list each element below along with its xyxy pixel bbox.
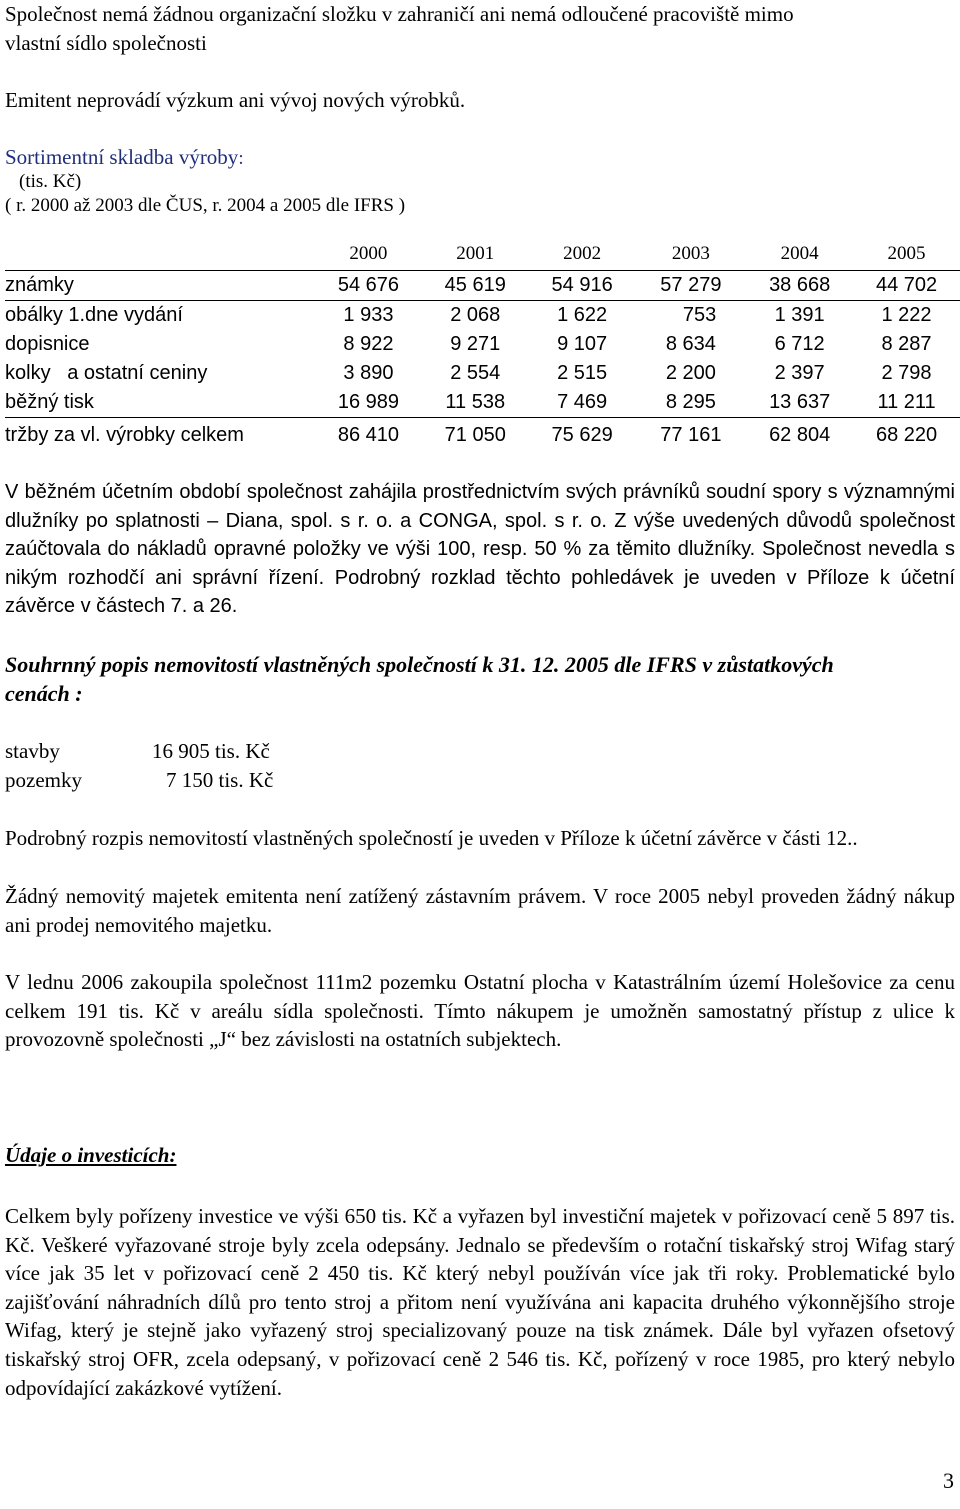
- row-value: 54 676: [315, 271, 422, 301]
- row-value: 1 933: [315, 301, 422, 331]
- row-value: 2 068: [422, 301, 529, 331]
- row-value: 1 222: [853, 301, 960, 331]
- property-item-label: pozemky: [5, 768, 82, 792]
- table-row: [5, 388, 960, 418]
- table-row: [5, 330, 960, 359]
- property-item-value: 7 150 tis. Kč: [166, 768, 274, 792]
- assortment-unit: (tis. Kč): [19, 171, 82, 192]
- row-value: 8 634: [665, 333, 716, 355]
- total-label: tržby za vl. výrobky celkem: [5, 418, 315, 453]
- property-item-value: 16 905 tis. Kč: [152, 739, 270, 763]
- row-value: 13 637: [769, 391, 831, 413]
- table-header-year: 2005: [887, 243, 926, 264]
- row-value: 57 279: [636, 271, 747, 301]
- investments-paragraph: Celkem byly pořízeny investice ve výši 650 tis. Kč a vyřazen byl investiční majetek v pořizovací ceně 5 897 tis. Kč. Veškeré vyřazované stroje byly zcela odepsány. Jednalo se především o rotační tiskařský stroj Wifag starý více jak 35 let v pořizovací ceně 2 450 tis. Kč který nebyl používán více jak tři roky. Problematické bylo zajišťování náhradních dílů pro tento stroj a přitom není využívána ani kapacita druhého výkonnějšího stroje Wifag, který je stejně jako vyřazený stroj specializovaný pouze na tisk známek. Dále byl vyřazen ofsetový tiskařský stroj OFR, zcela odepsaný, v pořizovací ceně 2 546 tis. Kč, pořízený v roce 1985, pro který nebylo odpovídající zakázkové vytížení.: [5, 1204, 955, 1400]
- property-paragraph-2: Žádný nemovitý majetek emitenta není zatížený zástavním právem. V roce 2005 nebyl proveden žádný nákup ani prodej nemovitého majetku.: [5, 884, 955, 937]
- total-value: 62 804: [746, 418, 853, 453]
- property-paragraph-3: V lednu 2006 zakoupila společnost 111m2 pozemku Ostatní plocha v Katastrálním území Holešovice za cenu celkem 191 tis. Kč v areálu sídla společnosti. Tímto nákupem je umožněn samostatný přístup z ulice k provozovně společnosti „J“ bez závislosti na ostatních subjektech.: [5, 970, 955, 1052]
- row-value: 3 890: [343, 362, 394, 384]
- table-header-row: [5, 238, 960, 271]
- total-value: 77 161: [636, 418, 747, 453]
- assortment-table: [5, 238, 960, 452]
- row-value: 11 538: [445, 391, 506, 413]
- table-header-year: 2002: [563, 243, 602, 264]
- investments-heading: Údaje o investicích:: [5, 1143, 177, 1167]
- page-number: 3: [943, 1468, 954, 1493]
- assortment-note: ( r. 2000 až 2003 dle ČUS, r. 2004 a 2005 dle IFRS ): [5, 195, 406, 216]
- row-label: běžný tisk: [5, 391, 94, 413]
- row-value: 9 271: [450, 333, 501, 355]
- row-value: 8 295: [665, 391, 716, 413]
- row-value: 16 989: [337, 391, 399, 413]
- row-value: 2 554: [450, 362, 501, 384]
- row-value: 753: [636, 301, 747, 331]
- table-row: [5, 301, 960, 331]
- row-value: 9 107: [557, 333, 608, 355]
- row-value: 8 922: [343, 333, 394, 355]
- row-value: 6 712: [774, 333, 825, 355]
- table-header-year: 2004: [780, 243, 819, 264]
- table-header-year: 2003: [671, 243, 710, 264]
- row-label: známky: [5, 271, 315, 301]
- row-value: 11 211: [877, 391, 936, 413]
- row-label: obálky 1.dne vydání: [5, 301, 315, 331]
- total-value: 68 220: [853, 418, 960, 453]
- table-header-blank: [5, 238, 315, 271]
- row-value: 54 916: [529, 271, 636, 301]
- row-value: 2 200: [665, 362, 716, 384]
- row-value: 38 668: [746, 271, 853, 301]
- row-label: dopisnice: [5, 333, 90, 355]
- row-value: 1 391: [746, 301, 853, 331]
- total-value: 71 050: [422, 418, 529, 453]
- assortment-heading-colon: :: [238, 148, 244, 169]
- intro-line-2: vlastní sídlo společnosti: [5, 31, 207, 55]
- row-value: 2 397: [774, 362, 825, 384]
- total-value: 75 629: [529, 418, 636, 453]
- disputes-paragraph: V běžném účetním období společnost zahájila prostřednictvím svých právníků soudní spory s významnými dlužníky po splatnosti – Diana, spol. s r. o. a CONGA, spol. s r. o. Z výše uvedených důvodů společnost zaúčtovala do nákladů opravné položky ve výši 100, resp. 50 % za těmito dlužníky. Společnost nevedla s nikým rozhodčí ani správní řízení. Podrobný rozklad těchto pohledávek je uveden v Příloze k účetní závěrce v částech 7. a 26.: [5, 481, 955, 618]
- table-row: [5, 271, 960, 301]
- assortment-heading-label: Sortimentní skladba výroby: [5, 145, 239, 169]
- property-heading-line-2: cenách :: [5, 681, 83, 706]
- table-header-year: 2000: [349, 243, 388, 264]
- row-value: 2 515: [557, 362, 608, 384]
- property-paragraph-1: Podrobný rozpis nemovitostí vlastněných společností je uveden v Příloze k účetní závěrce v části 12..: [5, 826, 858, 850]
- row-value: 2 798: [881, 362, 932, 384]
- row-label: kolky a ostatní ceniny: [5, 362, 208, 384]
- research-statement: Emitent neprovádí výzkum ani vývoj nových výrobků.: [5, 88, 466, 112]
- row-value: 45 619: [422, 271, 529, 301]
- intro-line-1: Společnost nemá žádnou organizační složku v zahraničí ani nemá odloučené pracoviště mimo: [5, 2, 794, 26]
- row-value: 1 622: [529, 301, 636, 331]
- table-total-row: [5, 418, 960, 453]
- table-header-year: 2001: [456, 243, 495, 264]
- total-value: 86 410: [315, 418, 422, 453]
- table-row: [5, 359, 960, 388]
- row-value: 8 287: [881, 333, 932, 355]
- row-value: 7 469: [557, 391, 608, 413]
- property-heading-line-1: Souhrnný popis nemovitostí vlastněných společností k 31. 12. 2005 dle IFRS v zůstatkových: [5, 652, 834, 677]
- row-value: 44 702: [853, 271, 960, 301]
- property-item-label: stavby: [5, 739, 60, 763]
